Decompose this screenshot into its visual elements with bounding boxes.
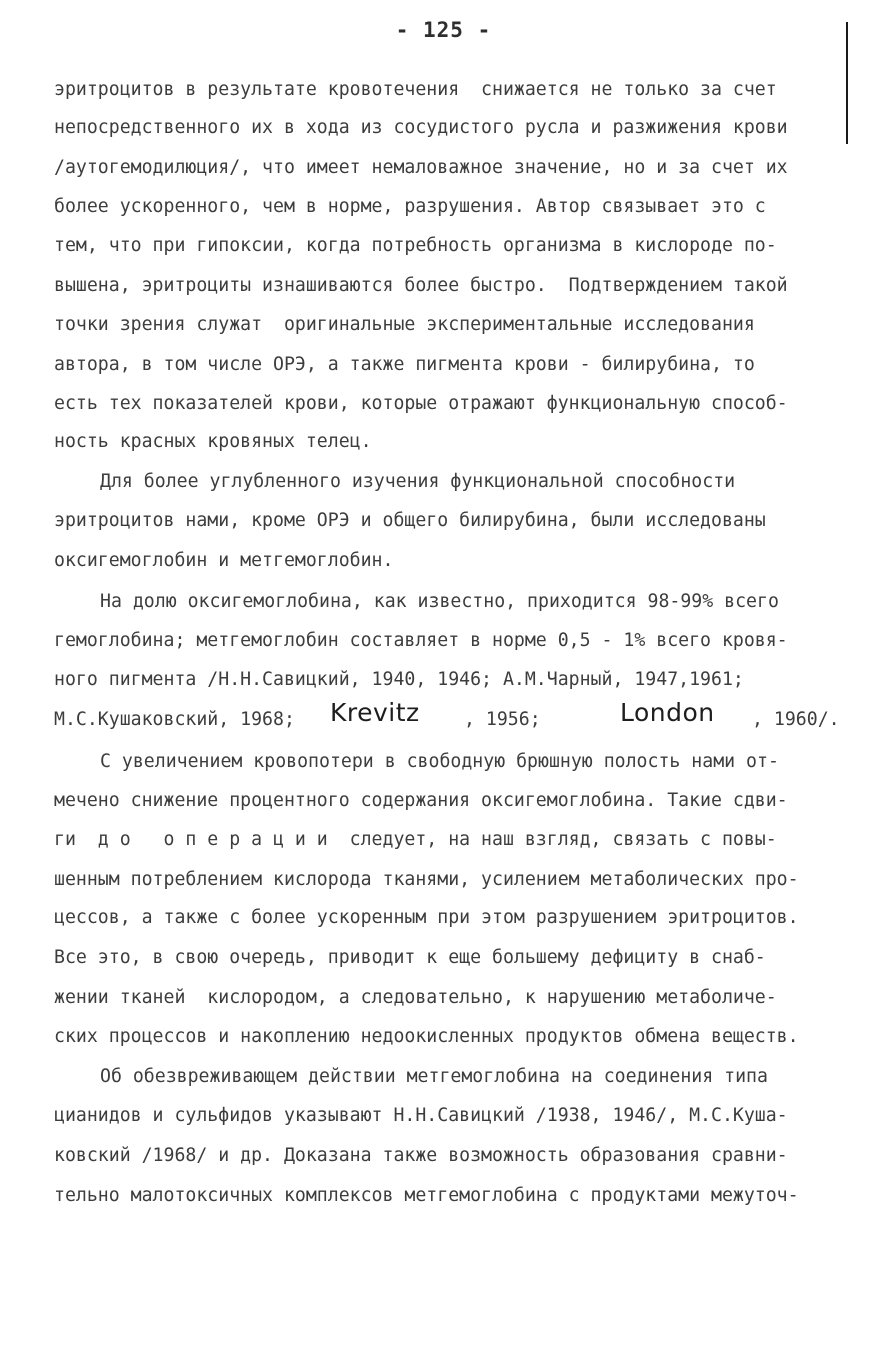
text-line: ги д о о п е р а ц и и следует, на наш взгляд, связать с повы- (54, 829, 777, 850)
text-line: точки зрения служат оригинальные экспериментальные исследования (54, 314, 755, 335)
text-line: На долю оксигемоглобина, как известно, приходится 98-99% всего (100, 591, 779, 612)
margin-rule (846, 22, 848, 144)
text-line: жении тканей кислородом, а следовательно, к нарушению метаболиче- (54, 987, 777, 1008)
text-line: /аутогемодилюция/, что имеет немаловажное значение, но и за счет их (54, 157, 788, 178)
text-line: шенным потреблением кислорода тканями, усилением метаболических про- (54, 869, 799, 890)
text-line: есть тех показателей крови, которые отражают функциональную способ- (54, 393, 788, 414)
text-line: , 1956; (464, 709, 541, 730)
text-line: тельно малотоксичных комплексов метгемоглобина с продуктами межуточ- (54, 1185, 799, 1206)
text-line: ность красных кровяных телец. (54, 431, 372, 452)
text-line: цессов, а также с более ускоренным при этом разрушением эритроцитов. (54, 907, 799, 928)
text-line: Все это, в свою очередь, приводит к еще большему дефициту в снаб- (54, 947, 766, 968)
text-line: автора, в том числе ОРЭ, а также пигмента крови - билирубина, то (54, 354, 755, 375)
text-line: Об обезвреживающем действии метгемоглобина на соединения типа (100, 1066, 768, 1087)
text-line: цианидов и сульфидов указывают Н.Н.Савицкий /1938, 1946/, М.С.Куша- (54, 1105, 788, 1126)
text-line: тем, что при гипоксии, когда потребность организма в кислороде по- (54, 235, 777, 256)
text-line: вышена, эритроциты изнашиваются более быстро. Подтверждением такой (54, 275, 788, 296)
text-line: более ускоренного, чем в норме, разрушения. Автор связывает это с (54, 196, 766, 217)
text-line: эритроцитов в результате кровотечения снижается не только за счет (54, 79, 777, 100)
handwritten-name: Krevitz (330, 698, 420, 727)
text-line: гемоглобина; метгемоглобин составляет в норме 0,5 - 1% всего кровя- (54, 630, 788, 651)
text-line: ских процессов и накоплению недоокисленных продуктов обмена веществ. (54, 1026, 799, 1047)
page-number: - 125 - (395, 18, 492, 42)
text-line: ковский /1968/ и др. Доказана также возможность образования сравни- (54, 1145, 788, 1166)
handwritten-name: London (620, 698, 715, 727)
text-line: непосредственного их в хода из сосудистого русла и разжижения крови (54, 117, 788, 138)
text-line: ного пигмента /Н.Н.Савицкий, 1940, 1946; А.М.Чарный, 1947,1961; (54, 669, 744, 690)
text-line: оксигемоглобин и метгемоглобин. (54, 550, 394, 571)
text-line: , 1960/. (752, 709, 840, 730)
text-line: эритроцитов нами, кроме ОРЭ и общего билирубина, были исследованы (54, 510, 766, 531)
text-line: Для более углубленного изучения функциональной способности (100, 471, 736, 492)
text-line: мечено снижение процентного содержания оксигемоглобина. Такие сдви- (54, 790, 788, 811)
text-line: М.С.Кушаковский, 1968; (54, 709, 295, 730)
text-line: С увеличением кровопотери в свободную брюшную полость нами от- (100, 751, 779, 772)
